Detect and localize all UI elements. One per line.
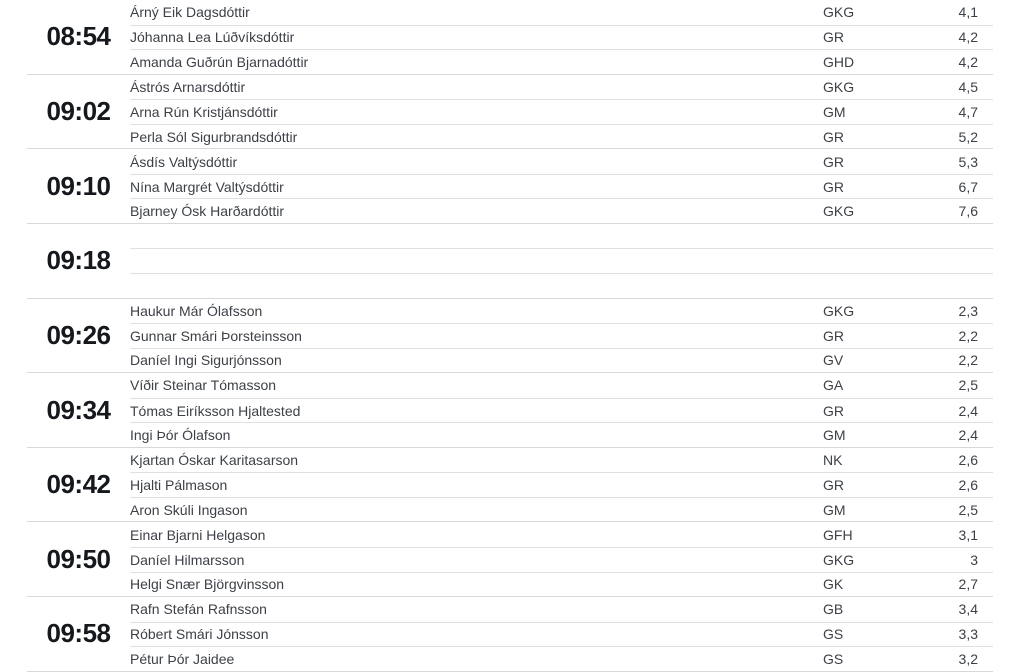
player-row[interactable] [130,124,993,149]
player-club: GS [823,650,844,667]
tee-time-group [27,373,993,448]
player-handicap: 2,4 [958,427,978,444]
player-row[interactable] [130,299,993,324]
player-rows [130,75,993,149]
player-name: Haukur Már Ólafsson [130,302,263,319]
player-name: Arna Rún Kristjánsdóttir [130,103,278,120]
player-name: Árný Eik Dagsdóttir [130,4,250,21]
player-handicap: 2,6 [958,452,978,469]
player-club: GS [823,626,844,643]
player-club: GR [823,29,844,46]
player-name: Daníel Hilmarsson [130,551,245,568]
player-club: GHD [823,53,855,70]
player-handicap: 3,4 [958,601,978,618]
player-row[interactable] [130,174,993,199]
player-rows [130,597,993,671]
player-row[interactable] [130,622,993,647]
player-row[interactable] [130,25,993,50]
player-club: GR [823,178,844,195]
player-name: Helgi Snær Björgvinsson [130,576,285,593]
player-row[interactable] [130,422,993,447]
player-handicap: 3,2 [958,650,978,667]
player-row-empty[interactable] [130,273,993,298]
player-rows [130,299,993,373]
player-name: Einar Bjarni Helgason [130,526,266,543]
tee-time-group [27,299,993,374]
player-club: GM [823,427,846,444]
tee-time-group [27,149,993,224]
tee-time: 09:58 [46,618,111,649]
player-rows [130,224,993,298]
player-handicap: 4,1 [958,4,978,21]
player-name: Gunnar Smári Þorsteinsson [130,327,302,344]
tee-time: 09:02 [46,95,111,126]
tee-time-group [27,0,993,75]
tee-time-group [27,597,993,672]
tee-time: 09:26 [46,319,111,350]
player-name: Nína Margrét Valtýsdóttir [130,178,284,195]
tee-time: 09:42 [46,469,111,500]
player-name: Víðir Steinar Tómasson [130,377,277,394]
player-handicap: 5,3 [958,153,978,170]
player-row[interactable] [130,646,993,671]
tee-time-list [27,0,993,672]
player-handicap: 2,5 [958,501,978,518]
player-name: Ásdís Valtýsdóttir [130,153,238,170]
player-handicap: 3 [970,551,978,568]
tee-time: 09:18 [46,245,111,276]
player-club: GKG [823,4,855,21]
player-row[interactable] [130,373,993,398]
player-handicap: 4,7 [958,103,978,120]
player-row[interactable] [130,99,993,124]
player-club: GKG [823,551,855,568]
tee-time: 09:50 [46,543,111,574]
player-name: Daníel Ingi Sigurjónsson [130,352,282,369]
player-name: Kjartan Óskar Karitasarson [130,452,299,469]
player-handicap: 2,4 [958,402,978,419]
player-row-empty[interactable] [130,248,993,273]
player-handicap: 4,5 [958,78,978,95]
player-handicap: 4,2 [958,29,978,46]
player-club: GK [823,576,844,593]
player-name: Ingi Þór Ólafson [130,427,231,444]
player-club: GR [823,327,844,344]
player-name: Aron Skúli Ingason [130,501,248,518]
player-handicap: 2,3 [958,302,978,319]
player-rows [130,0,993,74]
player-club: GR [823,402,844,419]
player-name: Pétur Þór Jaidee [130,650,235,667]
player-club: GKG [823,78,855,95]
player-row-empty[interactable] [130,224,993,249]
tee-time: 09:34 [46,394,111,425]
player-name: Tómas Eiríksson Hjaltested [130,402,301,419]
player-club: GM [823,103,846,120]
player-row[interactable] [130,522,993,547]
player-name: Ástrós Arnarsdóttir [130,78,246,95]
tee-time: 09:10 [46,170,111,201]
player-name: Perla Sól Sigurbrandsdóttir [130,128,298,145]
player-rows [130,448,993,522]
player-row[interactable] [130,149,993,174]
player-handicap: 4,2 [958,53,978,70]
player-rows [130,522,993,596]
player-handicap: 2,5 [958,377,978,394]
player-club: GB [823,601,844,618]
player-row[interactable] [130,198,993,223]
player-row[interactable] [130,472,993,497]
player-handicap: 3,3 [958,626,978,643]
player-row[interactable] [130,497,993,522]
player-handicap: 6,7 [958,178,978,195]
player-name: Rafn Stefán Rafnsson [130,601,267,618]
player-row[interactable] [130,572,993,597]
player-row[interactable] [130,547,993,572]
player-handicap: 2,7 [958,576,978,593]
player-club: GR [823,128,844,145]
player-row[interactable] [130,597,993,622]
player-name: Jóhanna Lea Lúðvíksdóttir [130,29,295,46]
tee-time-group [27,522,993,597]
player-club: GR [823,153,844,170]
player-club: GKG [823,203,855,220]
player-club: GM [823,501,846,518]
player-club: GKG [823,302,855,319]
player-rows [130,149,993,223]
player-club: GV [823,352,844,369]
player-name: Bjarney Ósk Harðardóttir [130,203,285,220]
player-handicap: 5,2 [958,128,978,145]
tee-time-group [27,75,993,150]
player-club: NK [823,452,843,469]
player-name: Róbert Smári Jónsson [130,626,269,643]
player-handicap: 2,6 [958,477,978,494]
player-handicap: 7,6 [958,203,978,220]
player-row[interactable] [130,0,993,25]
tee-time-group-empty [27,224,993,299]
tee-time-group [27,448,993,523]
player-name: Amanda Guðrún Bjarnadóttir [130,53,309,70]
player-handicap: 3,1 [958,526,978,543]
tee-time: 08:54 [46,21,111,52]
player-row[interactable] [130,49,993,74]
player-club: GFH [823,526,853,543]
player-club: GA [823,377,844,394]
player-row[interactable] [130,75,993,100]
player-row[interactable] [130,323,993,348]
player-handicap: 2,2 [958,352,978,369]
player-name: Hjalti Pálmason [130,477,228,494]
player-rows [130,373,993,447]
player-handicap: 2,2 [958,327,978,344]
player-row[interactable] [130,448,993,473]
player-row[interactable] [130,348,993,373]
player-row[interactable] [130,398,993,423]
player-club: GR [823,477,844,494]
